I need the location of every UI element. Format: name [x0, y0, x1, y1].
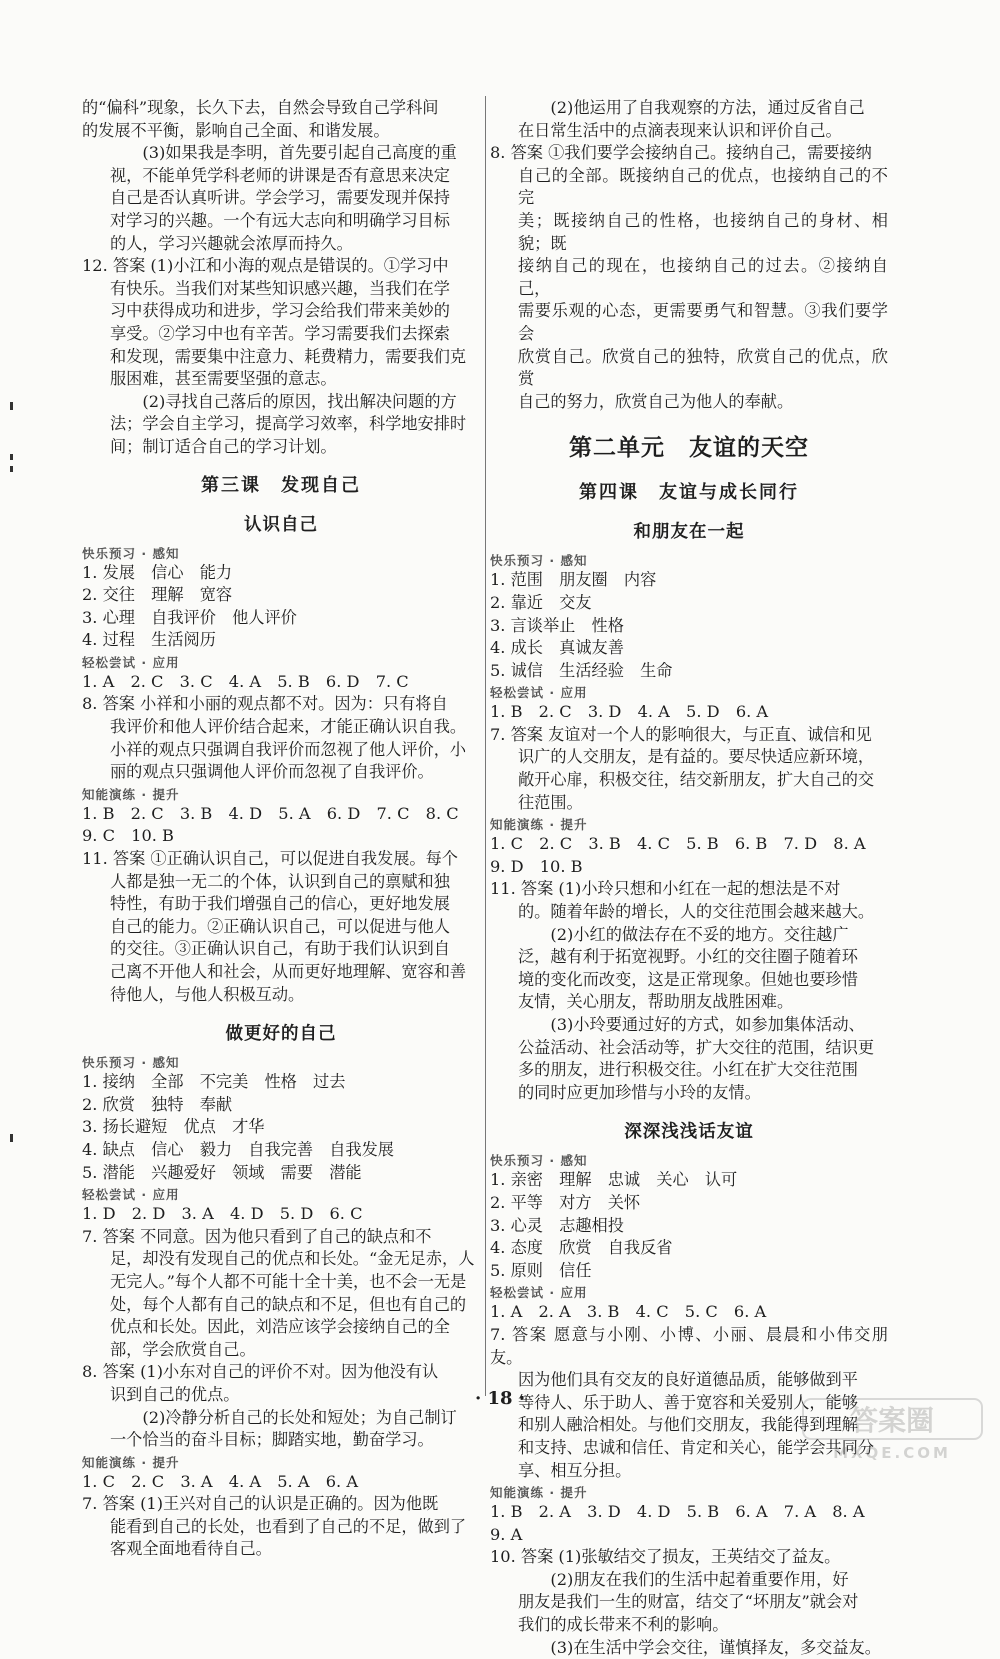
- subsection-label: 知能演练 · 提升: [82, 786, 180, 802]
- answer-line: 和发现，需要集中注意力、耗费精力，需要我们克: [110, 346, 467, 366]
- answer-head: 11. 答案 ①正确认识自己，可以促进自我发展。每个: [82, 849, 458, 869]
- q10-continued: 的“偏科”现象，长久下去，自然会导致自己学科间: [82, 98, 439, 117]
- answer-line: 3. 心理 自我评价 他人评价: [82, 607, 297, 627]
- answer-line: 间；制订适合自己的学习计划。: [110, 436, 337, 456]
- answer-head: 7. 答案 愿意与小刚、小博、小丽、晨晨和小伟交朋友。: [490, 1324, 888, 1367]
- q10-continued: 的发展不平衡，影响自己全面、和谐发展。: [82, 120, 390, 140]
- svg-text:MXQE.COM: MXQE.COM: [833, 1444, 951, 1462]
- answer-line: 2. 欣赏 独特 奉献: [82, 1094, 233, 1114]
- choice-answers: 1. B 2. C 3. B 4. D 5. A 6. D 7. C 8. C: [82, 803, 459, 823]
- margin-mark: [10, 466, 13, 472]
- answer-line: 处，每个人都有自己的缺点和不足，但也有自己的: [110, 1294, 467, 1314]
- answer-head: 11. 答案 (1)小玲只想和小红在一起的想法是不对: [490, 879, 841, 899]
- answer-line: 和支持、忠诚和信任、肯定和关心，能学会共同分: [518, 1437, 875, 1457]
- answer-line: 特性，有助于我们增强自己的信心，更好地发展: [110, 894, 450, 914]
- subsection-label: 轻松尝试 · 应用: [490, 685, 588, 701]
- lesson-title: 第四课 友谊与成长同行: [579, 482, 799, 504]
- answer-line: 1. 范围 朋友圈 内容: [490, 570, 657, 590]
- answer-head: 7. 答案 友谊对一个人的影响很大，与正直、诚信和见: [490, 724, 872, 744]
- subsection-label: 快乐预习 · 感知: [490, 1153, 588, 1169]
- column-divider: [485, 96, 486, 1396]
- choice-answers: 9. A: [490, 1524, 523, 1544]
- page-number: · 18 ·: [474, 1388, 526, 1409]
- choice-answers: 1. A 2. A 3. B 4. C 5. C 6. A: [490, 1302, 767, 1322]
- margin-mark: [10, 454, 13, 460]
- choice-answers: 1. D 2. D 3. A 4. D 5. D 6. C: [82, 1204, 363, 1224]
- answer-head: 10. 答案 (1)张敏结交了损友，王英结交了益友。: [490, 1547, 841, 1567]
- answer-line: 的交往。③正确认识自己，有助于我们认识到自: [110, 939, 450, 959]
- right-column: [490, 97, 888, 1659]
- answer-line: 友情，关心朋友，帮助朋友战胜困难。: [518, 992, 794, 1012]
- answer-line: 自己是否认真听讲。学会学习，需要发现并保持: [110, 188, 450, 208]
- answer-line: 泛，越有利于拓宽视野。小红的交往圈子随着环: [518, 947, 858, 967]
- answer-line: 客观全面地看待自己。: [110, 1539, 272, 1559]
- answer-line: 1. 发展 信心 能力: [82, 562, 233, 582]
- answer-line: 小祥的观点只强调自我评价而忽视了他人评价，小: [110, 739, 467, 759]
- choice-answers: 9. C 10. B: [82, 826, 174, 846]
- answer-line: 5. 诚信 生活经验 生命: [490, 660, 673, 680]
- answer-line: 自己的全部。既接纳自己的优点，也接纳自己的不完: [518, 165, 888, 208]
- answer-line: 人都是独一无二的个体，认识到自己的禀赋和独: [110, 871, 450, 891]
- subsection-label: 轻松尝试 · 应用: [82, 654, 180, 670]
- answer-line: 有快乐。当我们对某些知识感兴趣，当我们在学: [110, 278, 450, 298]
- answer-line: 2. 靠近 交友: [490, 592, 592, 612]
- answer-line: 无完人。”每个人都不可能十全十美，也不会一无是: [110, 1271, 467, 1291]
- answer-line: 往范围。: [518, 792, 583, 812]
- subsection-label: 快乐预习 · 感知: [82, 545, 180, 561]
- answer-line: 待他人，与他人积极互动。: [110, 984, 305, 1004]
- answer-line: 部，学会欣赏自己。: [110, 1339, 256, 1359]
- subsection-label: 知能演练 · 提升: [490, 1485, 588, 1501]
- answer-line: 自己的能力。②正确认识自己，可以促进与他人: [110, 916, 450, 936]
- answer-line: 对学习的兴趣。一个有远大志向和明确学习目标: [110, 210, 450, 230]
- answer-line: 法；学会自主学习，提高学习效率，科学地安排时: [110, 414, 467, 434]
- answer-line: 识到自己的优点。: [110, 1384, 240, 1404]
- answer-line: 美；既接纳自己的性格，也接纳自己的身材、相貌；既: [518, 210, 888, 253]
- answer-line: 欣赏自己。欣赏自己的独特，欣赏自己的优点，欣赏: [518, 346, 888, 389]
- answer-line: (3)在生活中学会交往，谨慎择友，多交益友。: [550, 1637, 881, 1657]
- answer-line: (2)小红的做法存在不妥的地方。交往越广: [550, 924, 849, 944]
- choice-answers: 1. B 2. C 3. D 4. A 5. D 6. A: [490, 702, 769, 722]
- answer-head: 7. 答案 不同意。因为他只看到了自己的缺点和不: [82, 1226, 432, 1246]
- choice-answers: 1. C 2. C 3. B 4. C 5. B 6. B 7. D 8. A: [490, 834, 866, 854]
- q12-answer: [82, 255, 480, 458]
- answer-line: 享、相互分担。: [518, 1460, 632, 1480]
- subsection-label: 轻松尝试 · 应用: [490, 1285, 588, 1301]
- answer-line: 4. 缺点 信心 毅力 自我完善 自我发展: [82, 1139, 394, 1159]
- answer-line: 4. 过程 生活阅历: [82, 630, 216, 650]
- answer-line: 多的朋友，进行积极交往。小红在扩大交往范围: [518, 1060, 858, 1080]
- choice-answers: 9. D 10. B: [490, 856, 583, 876]
- answer-line: 5. 原则 信任: [490, 1260, 592, 1280]
- answer-line: 习中获得成功和进步，学习会给我们带来美妙的: [110, 301, 450, 321]
- answer-line: 我评价和他人评价结合起来，才能正确认识自我。: [110, 717, 467, 737]
- choice-answers: 1. B 2. A 3. D 4. D 5. B 6. A 7. A 8. A: [490, 1502, 865, 1522]
- subsection-label: 快乐预习 · 感知: [490, 553, 588, 569]
- answer-line: 在日常生活中的点滴表现来认识和评价自己。: [518, 120, 842, 140]
- answer-line: 3. 扬长避短 优点 才华: [82, 1117, 265, 1137]
- answer-line: 2. 平等 对方 关怀: [490, 1192, 641, 1212]
- section-title: 认识自己: [244, 514, 318, 535]
- answer-line: 4. 态度 欣赏 自我反省: [490, 1238, 673, 1258]
- answer-head: 8. 答案 (1)小东对自己的评价不对。因为他没有认: [82, 1362, 439, 1382]
- answer-line: 因为他们具有交友的良好道德品质，能够做到平: [518, 1370, 858, 1390]
- answer-line: 丽的观点只强调他人评价而忽视了自我评价。: [110, 762, 434, 782]
- answer-line: (2)寻找自己落后的原因，找出解决问题的方: [142, 391, 457, 411]
- answer-line: 的人，学习兴趣就会浓厚而持久。: [110, 233, 353, 253]
- answer-line: 4. 成长 真诚友善: [490, 638, 624, 658]
- answer-line: 享受。②学习中也有辛苦。学习需要我们去探索: [110, 323, 450, 343]
- answer-line: 识广的人交朋友，是有益的。要尽快适应新环境，: [518, 747, 875, 767]
- answer-line: 自己的努力，欣赏自己为他人的奉献。: [518, 391, 794, 411]
- answer-line: 视，不能单凭学科老师的讲课是否有意思来决定: [110, 165, 450, 185]
- margin-mark: [10, 402, 13, 410]
- margin-mark: [10, 1134, 13, 1142]
- answer-line: (2)朋友在我们的生活中起着重要作用，好: [550, 1569, 849, 1589]
- answer-head: 7. 答案 (1)王兴对自己的认识是正确的。因为他既: [82, 1494, 439, 1514]
- answer-line: 5. 潜能 兴趣爱好 领域 需要 潜能: [82, 1162, 362, 1182]
- answer-line: (3)小玲要通过好的方式，如参加集体活动、: [550, 1015, 865, 1034]
- choice-answers: 1. A 2. C 3. C 4. A 5. B 6. D 7. C: [82, 671, 409, 691]
- answer-line: 等待人、乐于助人、善于宽容和关爱别人，能够: [518, 1392, 858, 1412]
- answer-line: 1. 亲密 理解 忠诚 关心 认可: [490, 1170, 738, 1190]
- choice-answers: 1. C 2. C 3. A 4. A 5. A 6. A: [82, 1471, 359, 1491]
- lesson-title: 第三课 发现自己: [201, 474, 361, 496]
- answer-line: 己离不开他人和社会，从而更好地理解、宽容和善: [110, 962, 467, 981]
- answer-line: 我们的成长带来不利的影响。: [518, 1615, 729, 1635]
- unit-title: 第二单元 友谊的天空: [569, 435, 809, 462]
- subsection-label: 知能演练 · 提升: [490, 817, 588, 833]
- answer-line: 2. 交往 理解 宽容: [82, 585, 233, 605]
- answer-line: 的。随着年龄的增长，人的交往范围会越来越大。: [518, 902, 875, 922]
- answer-line: 3. 心灵 志趣相投: [490, 1215, 624, 1235]
- answer-line: 3. 言谈举止 性格: [490, 615, 624, 635]
- answer-line: 公益活动、社会活动等，扩大交往的范围，结识更: [518, 1037, 875, 1057]
- answer-line: 和别人融洽相处。与他们交朋友，我能得到理解: [518, 1415, 858, 1435]
- answer-head: 12. 答案 (1)小江和小海的观点是错误的。①学习中: [82, 256, 449, 276]
- subsection-label: 轻松尝试 · 应用: [82, 1187, 180, 1203]
- answer-line: (2)冷静分析自己的长处和短处；为自己制订: [142, 1407, 457, 1427]
- section-title: 做更好的自己: [225, 1024, 337, 1045]
- answer-line: 服困难，甚至需要坚强的意志。: [110, 369, 337, 389]
- answer-line: 敞开心扉，积极交往，结交新朋友，扩大自己的交: [518, 770, 875, 790]
- answer-line: 朋友是我们一生的财富，结交了“坏朋友”就会对: [518, 1592, 859, 1612]
- q10-part3: [82, 142, 480, 255]
- answer-line: 接纳自己的现在，也接纳自己的过去。②接纳自己，: [518, 256, 888, 298]
- left-column: [82, 97, 480, 1561]
- answer-line: 能看到自己的长处，也看到了自己的不足，做到了: [110, 1516, 467, 1536]
- section-title: 和朋友在一起: [633, 522, 745, 543]
- answer-head: 8. 答案 小祥和小丽的观点都不对。因为：只有将自: [82, 694, 448, 714]
- answer-line: 一个恰当的奋斗目标；脚踏实地，勤奋学习。: [110, 1430, 434, 1450]
- answer-line: 境的变化而改变，这是正常现象。但她也要珍惜: [518, 969, 858, 989]
- answer-line: 1. 接纳 全部 不完美 性格 过去: [82, 1072, 346, 1092]
- subsection-label: 知能演练 · 提升: [82, 1454, 180, 1470]
- svg-text:答案圈: 答案圈: [849, 1404, 935, 1437]
- answer-line: (3)如果我是李明，首先要引起自己高度的重: [142, 143, 457, 163]
- subsection-label: 快乐预习 · 感知: [82, 1055, 180, 1071]
- answer-line: 足，却没有发现自己的优点和长处。“金无足赤，人: [110, 1249, 475, 1269]
- answer-line: 的同时应更加珍惜与小玲的友情。: [518, 1082, 761, 1102]
- answer-head: 8. 答案 ①我们要学会接纳自己。接纳自己，需要接纳: [490, 143, 872, 163]
- answer-line: (2)他运用了自我观察的方法，通过反省自己: [550, 98, 865, 117]
- answer-line: 优点和长处。因此，刘浩应该学会接纳自己的全: [110, 1317, 450, 1337]
- answer-line: 需要乐观的心态，更需要勇气和智慧。③我们要学会: [518, 301, 888, 343]
- section-title: 深深浅浅话友谊: [624, 1122, 754, 1143]
